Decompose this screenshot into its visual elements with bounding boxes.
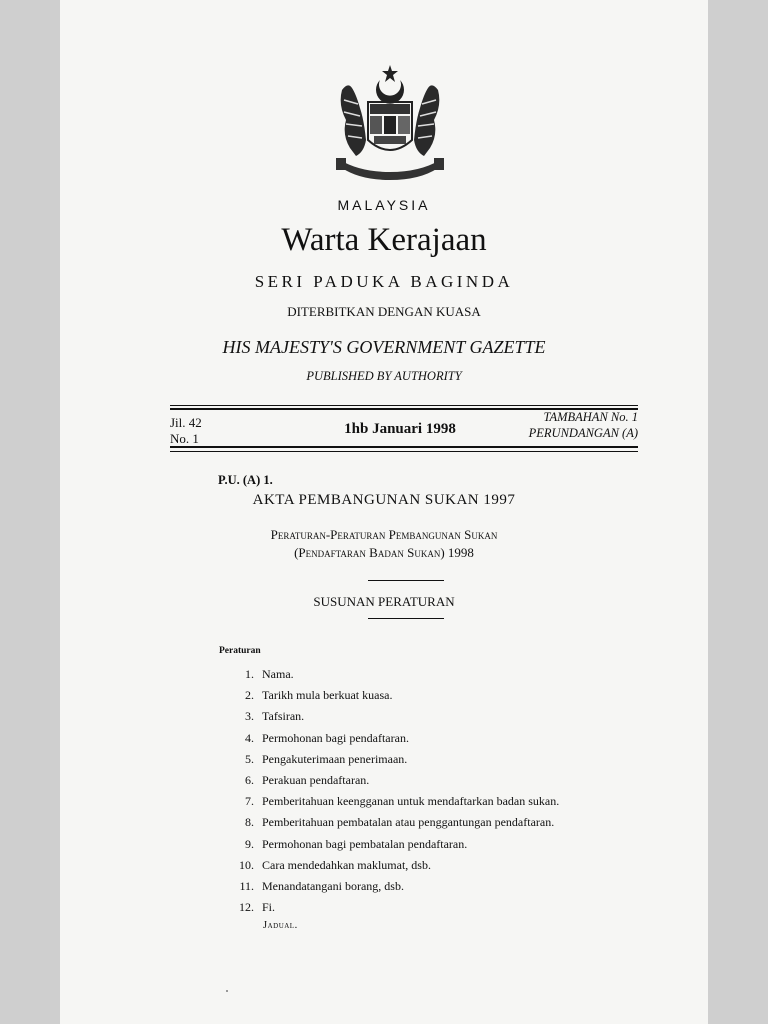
toc-item-text: Pengakuterimaan penerimaan. bbox=[262, 751, 408, 766]
toc-item-text: Pemberitahuan keengganan untuk mendaftarkan badan sukan. bbox=[262, 794, 560, 809]
toc-item-text: Permohonan bagi pembatalan pendaftaran. bbox=[262, 836, 468, 851]
toc-item bbox=[220, 664, 559, 685]
toc-item-text: Perakuan pendaftaran. bbox=[262, 772, 370, 787]
toc-item-text: Permohonan bagi pendaftaran. bbox=[262, 730, 409, 745]
divider-top bbox=[368, 580, 444, 581]
regulation-column-label: Peraturan bbox=[219, 646, 261, 656]
toc-item-number: 6. bbox=[245, 772, 254, 787]
toc-item-number: 3. bbox=[245, 709, 254, 724]
toc-item-number: 9. bbox=[245, 836, 254, 851]
document-reference: P.U. (A) 1. bbox=[218, 473, 273, 487]
toc-item bbox=[220, 812, 559, 833]
arrangement-heading: SUSUNAN PERATURAN bbox=[313, 594, 455, 609]
toc-item-text: Pemberitahuan pembatalan atau penggantungan pendaftaran. bbox=[262, 815, 555, 830]
act-title: AKTA PEMBANGUNAN SUKAN 1997 bbox=[252, 492, 516, 508]
issue-number: No. 1 bbox=[170, 431, 199, 446]
toc-item bbox=[220, 855, 559, 876]
toc-item bbox=[220, 834, 559, 855]
toc-item-number: 8. bbox=[245, 815, 254, 830]
toc-item-text: Cara mendedahkan maklumat, dsb. bbox=[262, 857, 431, 872]
gazette-title-english: HIS MAJESTY'S GOVERNMENT GAZETTE bbox=[222, 337, 546, 357]
volume-number: Jil. 42 bbox=[170, 415, 202, 430]
toc-item-number: 4. bbox=[245, 730, 254, 745]
toc-item-number: 10. bbox=[239, 857, 254, 872]
supplement-number: TAMBAHAN No. 1 bbox=[543, 410, 638, 424]
gazette-title: Warta Kerajaan bbox=[281, 222, 487, 258]
toc-item-text: Tafsiran. bbox=[262, 709, 305, 724]
scan-speck bbox=[226, 990, 228, 992]
regulations-title-line1: Peraturan-Peraturan Pembangunan Sukan bbox=[270, 527, 498, 542]
published-by-authority-en: PUBLISHED BY AUTHORITY bbox=[306, 369, 462, 383]
regulations-title bbox=[60, 526, 708, 562]
toc-item bbox=[220, 876, 559, 897]
scan-right-margin bbox=[708, 0, 768, 1024]
gazette-series: SERI PADUKA BAGINDA bbox=[254, 272, 514, 291]
toc-item bbox=[220, 685, 559, 706]
toc-item bbox=[220, 749, 559, 770]
country-name: MALAYSIA bbox=[337, 197, 431, 213]
toc-item bbox=[220, 770, 559, 791]
toc-item bbox=[220, 791, 559, 812]
schedule-entry: Jadual. bbox=[263, 920, 298, 931]
toc-item-text: Menandatangani borang, dsb. bbox=[262, 878, 404, 893]
toc-item-number: 12. bbox=[239, 900, 254, 915]
scan-left-margin bbox=[0, 0, 60, 1024]
malaysia-coat-of-arms-icon bbox=[330, 60, 450, 185]
volume-info bbox=[170, 415, 202, 447]
supplement-info bbox=[470, 409, 638, 441]
toc-item-text: Fi. bbox=[262, 900, 276, 915]
published-by-authority-ms: DITERBITKAN DENGAN KUASA bbox=[287, 304, 481, 319]
toc-item-number: 2. bbox=[245, 688, 254, 703]
toc-item-text: Nama. bbox=[262, 667, 294, 681]
supplement-type: PERUNDANGAN (A) bbox=[528, 426, 638, 440]
table-of-contents bbox=[220, 664, 559, 918]
toc-item bbox=[220, 728, 559, 749]
header-rule-bottom-thick bbox=[170, 446, 638, 448]
toc-item-text: Tarikh mula berkuat kuasa. bbox=[262, 688, 393, 703]
header-rule-top bbox=[170, 405, 638, 406]
toc-item-number: 11. bbox=[239, 878, 254, 893]
regulations-title-line2: (Pendaftaran Badan Sukan) 1998 bbox=[294, 545, 474, 560]
divider-bottom bbox=[368, 618, 444, 619]
issue-date: 1hb Januari 1998 bbox=[344, 421, 456, 437]
toc-item-number: 1. bbox=[245, 667, 254, 681]
toc-item-number: 7. bbox=[245, 794, 254, 809]
toc-item bbox=[220, 706, 559, 727]
toc-item bbox=[220, 897, 559, 918]
header-rule-bottom bbox=[170, 451, 638, 452]
toc-item-number: 5. bbox=[245, 751, 254, 766]
